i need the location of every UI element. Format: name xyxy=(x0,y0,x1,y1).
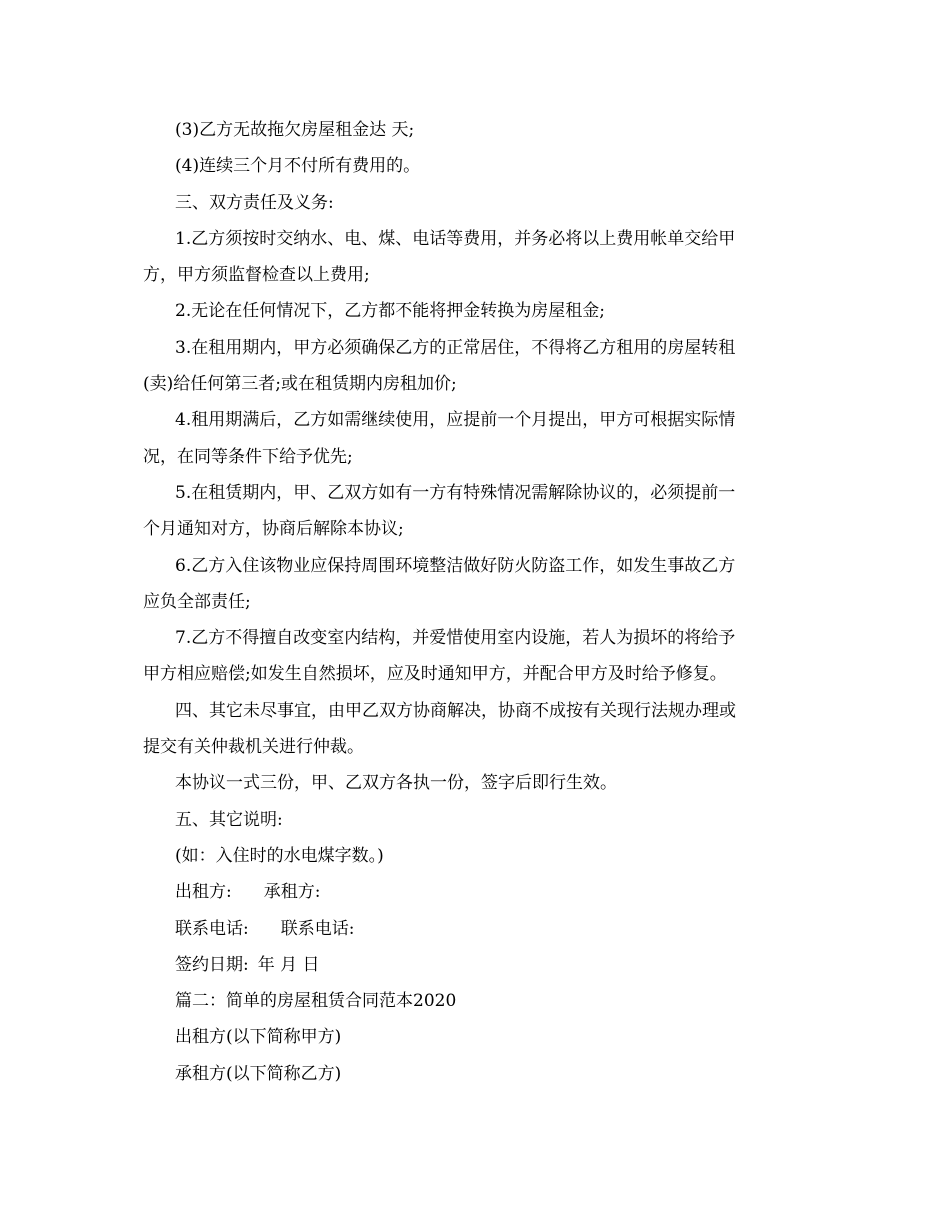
duty-3-line-1: 3.在租用期内，甲方必须确保乙方的正常居住，不得将乙方租用的房屋转租 xyxy=(175,337,736,358)
section-3-heading: 三、双方责任及义务: xyxy=(175,192,334,213)
lessee-label: 承租方: xyxy=(263,882,321,903)
duty-1-line-1: 1.乙方须按时交纳水、电、煤、电话等费用，并务必将以上费用帐单交给甲 xyxy=(175,228,736,249)
duty-1-line-2: 方，甲方须监督检查以上费用; xyxy=(143,265,370,286)
duty-3-line-2: (卖)给任何第三者;或在租赁期内房租加价; xyxy=(143,374,457,395)
duty-7-line-1: 7.乙方不得擅自改变室内结构，并爱惜使用室内设施，若人为损坏的将给予 xyxy=(175,628,736,649)
date-blank: 年 月 日 xyxy=(257,954,320,975)
duty-5-line-1: 5.在租赁期内，甲、乙双方如有一方有特殊情况需解除协议的，必须提前一 xyxy=(175,482,736,503)
phone-label-lessee: 联系电话: xyxy=(280,918,355,939)
duty-7-line-2: 甲方相应赔偿;如发生自然损坏，应及时通知甲方，并配合甲方及时给予修复。 xyxy=(143,664,727,685)
document-body xyxy=(143,112,807,1092)
duty-6-line-2: 应负全部责任; xyxy=(143,591,251,612)
duty-4-line-1: 4.租用期满后，乙方如需继续使用，应提前一个月提出，甲方可根据实际情 xyxy=(175,410,736,431)
duty-2: 2.无论在任何情况下，乙方都不能将押金转换为房屋租金; xyxy=(175,301,605,322)
section-5-note: (如：入住时的水电煤字数。) xyxy=(175,845,384,866)
lessor-label: 出租方: xyxy=(175,882,232,903)
duty-6-line-1: 6.乙方入住该物业应保持周围环境整洁做好防火防盗工作，如发生事故乙方 xyxy=(175,555,736,576)
next-section-lessor: 出租方(以下简称甲方) xyxy=(175,1027,342,1048)
signature-date-row xyxy=(143,947,807,983)
signature-phone-row xyxy=(143,911,807,947)
clause-3-item-4: (4)连续三个月不付所有费用的。 xyxy=(175,156,421,177)
section-4-line-2: 提交有关仲裁机关进行仲裁。 xyxy=(143,737,364,758)
next-section-title: 篇二：简单的房屋租赁合同范本2020 xyxy=(175,991,457,1012)
copies-clause: 本协议一式三份，甲、乙双方各执一份，签字后即行生效。 xyxy=(175,773,617,794)
signature-parties-row xyxy=(143,874,807,910)
duty-5-line-2: 个月通知对方，协商后解除本协议; xyxy=(143,519,404,540)
next-section-lessee: 承租方(以下简称乙方) xyxy=(175,1063,342,1084)
duty-4-line-2: 况，在同等条件下给予优先; xyxy=(143,446,353,467)
phone-label-lessor: 联系电话: xyxy=(175,918,249,939)
section-4-line-1: 四、其它未尽事宜，由甲乙双方协商解决，协商不成按有关现行法规办理或 xyxy=(175,700,736,721)
date-label: 签约日期: xyxy=(175,954,249,975)
clause-3-item-3: (3)乙方无故拖欠房屋租金达 天; xyxy=(175,120,415,140)
section-5-heading: 五、其它说明: xyxy=(175,809,283,830)
